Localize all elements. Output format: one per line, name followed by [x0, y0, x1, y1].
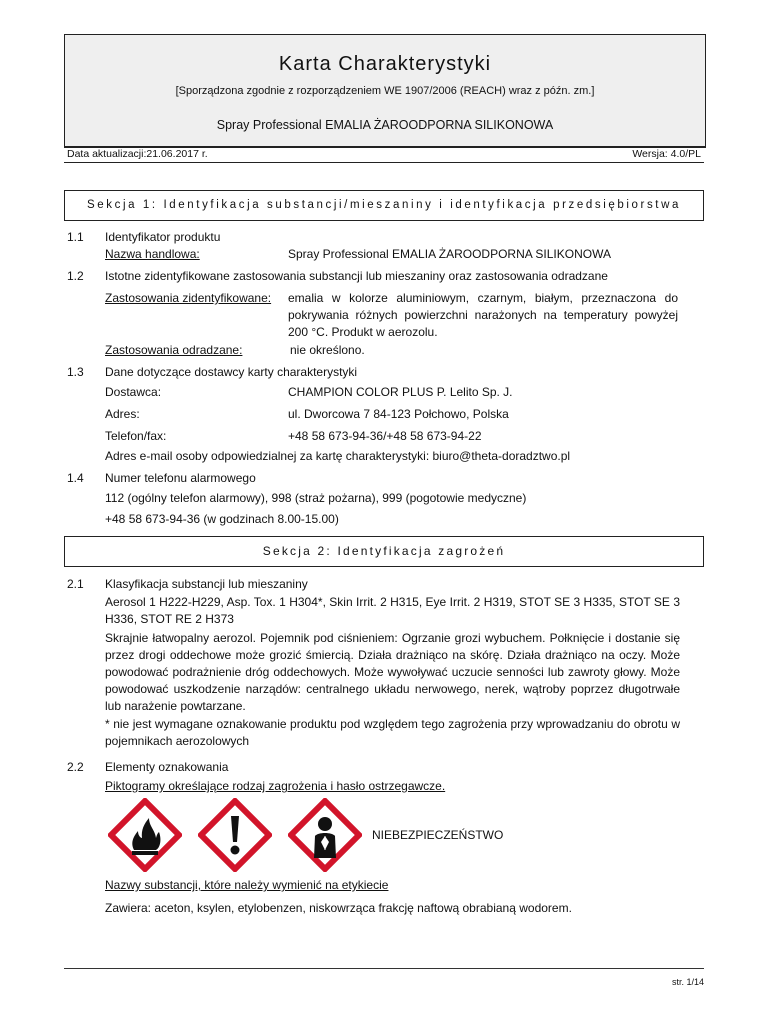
section1-heading: Sekcja 1: Identyfikacja substancji/mieszaniny i identyfikacja przedsiębiorstwa [64, 190, 704, 221]
emergency-line-1: 112 (ogólny telefon alarmowy), 998 (straż pożarna), 999 (pogotowie medyczne) [105, 491, 527, 505]
s11-title: Identyfikator produktu [105, 230, 221, 244]
discouraged-uses-value: nie określono. [290, 343, 365, 357]
s12-number: 1.2 [67, 269, 84, 283]
s13-title: Dane dotyczące dostawcy karty charakterystyki [105, 365, 358, 379]
footer-divider [64, 968, 704, 969]
hazard-statements: Skrajnie łatwopalny aerozol. Pojemnik pod ciśnieniem: Ogrzanie grozi wybuchem. Połknięcie i dostanie się przez drogi oddechowe może grozić śmiercią. Działa drażniąco na skórę. Działa drażniąco na oczy. Może powodować podrażnienie dróg oddechowych. Może wywoływać uczucie senności lub zawroty głowy. Może powodować uszkodzenie narządów: centralnego układu nerwowego, nerek, wątroby poprzez długotrwałe lub narażenie powtarzane. [105, 631, 680, 713]
product-name: Spray Professional EMALIA ŻAROODPORNA SILIKONOWA [216, 118, 554, 132]
trade-name-value: Spray Professional EMALIA ŻAROODPORNA SILIKONOWA [288, 247, 611, 261]
meta-row [64, 148, 704, 163]
s21-number: 2.1 [67, 577, 84, 591]
s12-title: Istotne zidentyfikowane zastosowania substancji lub mieszaniny oraz zastosowania odradzane [105, 269, 608, 283]
s21-title: Klasyfikacja substancji lub mieszaniny [105, 577, 308, 591]
health-hazard-ghs-icon [288, 798, 362, 872]
s14-number: 1.4 [67, 471, 84, 485]
contains-line: Zawiera: aceton, ksylen, etylobenzen, niskowrząca frakcję naftową obrabianą wodorem. [105, 901, 572, 915]
substance-names-label: Nazwy substancji, które należy wymienić na etykiecie [105, 878, 389, 892]
update-date: Data aktualizacji:21.06.2017 r. [67, 148, 208, 160]
document-title: Karta Charakterystyki [278, 53, 492, 75]
s22-title: Elementy oznakowania [105, 760, 229, 774]
phone-label: Telefon/fax: [105, 429, 167, 443]
supplier-label: Dostawca: [105, 385, 162, 399]
pictograms-label: Piktogramy określające rodzaj zagrożenia i hasło ostrzegawcze. [105, 779, 446, 793]
s13-number: 1.3 [67, 365, 84, 379]
trade-name-label: Nazwa handlowa: [105, 247, 200, 261]
address-value: ul. Dworcowa 7 84-123 Połchowo, Polska [288, 407, 509, 421]
identified-uses-label: Zastosowania zidentyfikowane: [105, 291, 272, 305]
aerosol-note: * nie jest wymagane oznakowanie produktu pod względem tego zagrożenia przy wprowadzaniu do obrotu w pojemnikach aerozolowych [105, 717, 680, 748]
s11-number: 1.1 [67, 230, 84, 244]
exclamation-ghs-icon [198, 798, 272, 872]
email-line: Adres e-mail osoby odpowiedzialnej za kartę charakterystyki: biuro@theta-doradztwo.pl [105, 449, 571, 463]
flame-ghs-icon [108, 798, 182, 872]
page-number: str. 1/14 [671, 977, 704, 987]
signal-word: NIEBEZPIECZEŃSTWO [372, 828, 504, 842]
s14-title: Numer telefonu alarmowego [105, 471, 256, 485]
section2-heading: Sekcja 2: Identyfikacja zagrożeń [64, 536, 704, 567]
supplier-value: CHAMPION COLOR PLUS P. Lelito Sp. J. [288, 385, 513, 399]
version: Wersja: 4.0/PL [632, 148, 701, 160]
discouraged-uses-label: Zastosowania odradzane: [105, 343, 243, 357]
s22-number: 2.2 [67, 760, 84, 774]
phone-value: +48 58 673-94-36/+48 58 673-94-22 [288, 429, 482, 443]
address-label: Adres: [105, 407, 140, 421]
emergency-line-2: +48 58 673-94-36 (w godzinach 8.00-15.00) [105, 512, 339, 526]
classification: Aerosol 1 H222-H229, Asp. Tox. 1 H304*, Skin Irrit. 2 H315, Eye Irrit. 2 H319, STOT SE 3 H335, STOT SE 3 H336, STOT RE 2 H373 [105, 595, 680, 626]
identified-uses-value: emalia w kolorze aluminiowym, czarnym, białym, przeznaczona do pokrywania różnych powierzchni narażonych na temperatury powyżej 200 °C. Produkt w aerozolu. [288, 291, 678, 339]
document-header [64, 34, 706, 148]
regulation-note: [Sporządzona zgodnie z rozporządzeniem WE 1907/2006 (REACH) wraz z późn. zm.] [175, 85, 595, 97]
